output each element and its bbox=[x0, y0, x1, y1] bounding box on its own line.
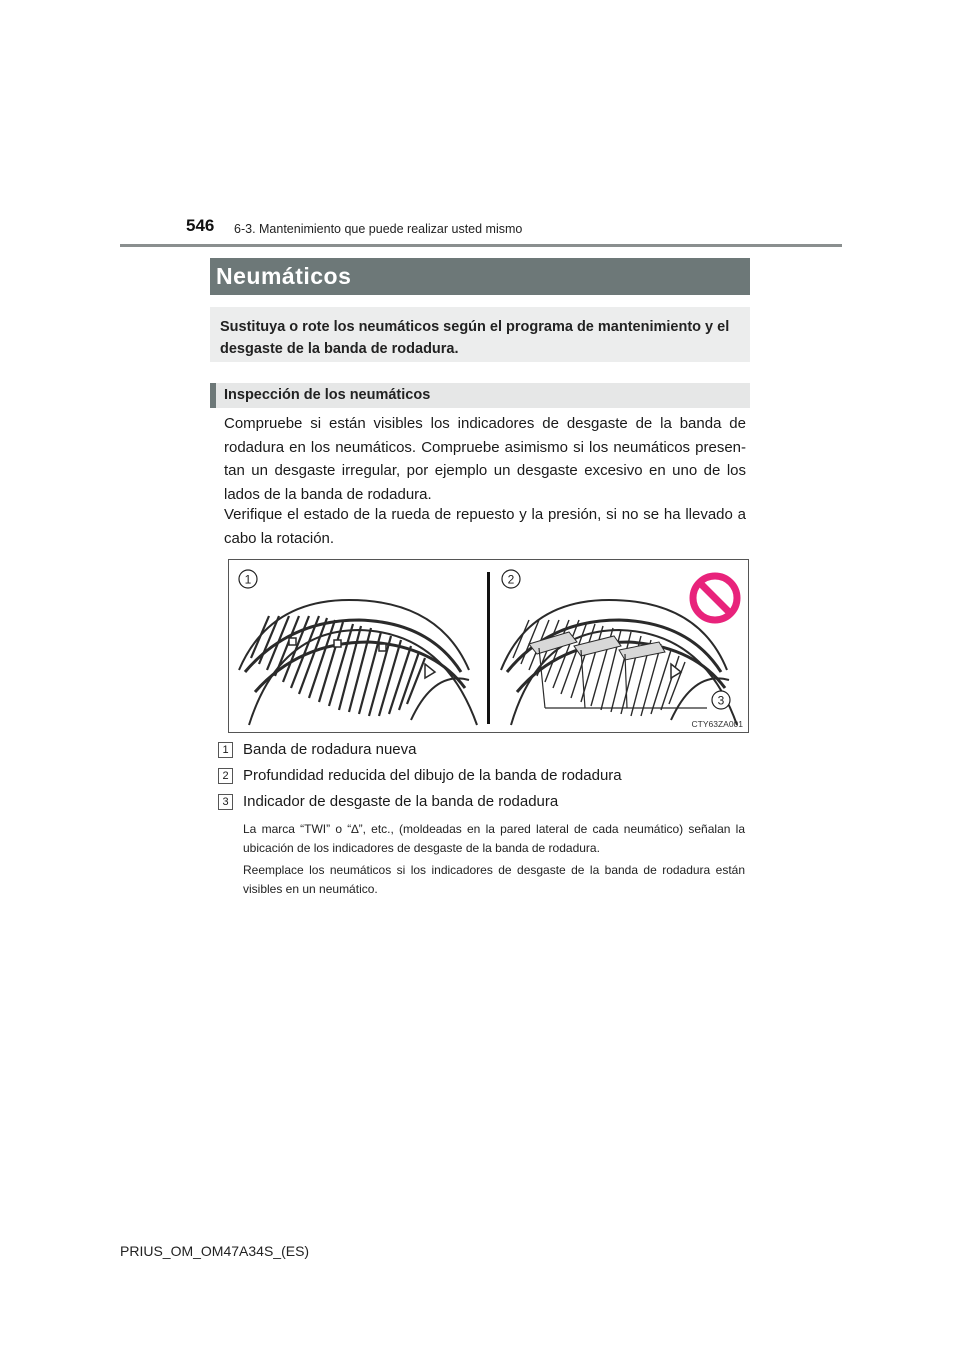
section-heading: Inspección de los neumáticos bbox=[210, 383, 750, 408]
legend-item-2 bbox=[218, 767, 622, 784]
tire-illustration bbox=[228, 559, 749, 733]
legend-text: Indicador de desgaste de la banda de rodadura bbox=[243, 793, 559, 810]
legend-text: Banda de rodadura nueva bbox=[243, 741, 417, 758]
svg-text:3: 3 bbox=[717, 693, 725, 708]
callout-3 bbox=[712, 691, 730, 709]
svg-text:2: 2 bbox=[507, 572, 515, 587]
panel-divider bbox=[487, 572, 490, 724]
legend-badge: 1 bbox=[218, 742, 233, 758]
legend-text: Profundidad reducida del dibujo de la banda de rodadura bbox=[243, 767, 622, 784]
header-divider bbox=[120, 244, 842, 247]
legend-item-3 bbox=[218, 793, 558, 810]
figure-code: CTY63ZA001 bbox=[691, 719, 743, 729]
tire-tread-new-icon bbox=[239, 600, 477, 725]
callout-1 bbox=[239, 570, 257, 588]
legend-badge: 2 bbox=[218, 768, 233, 784]
prohibited-icon bbox=[693, 576, 737, 620]
page-title: Neumáticos bbox=[210, 258, 750, 295]
footer-doc-code: PRIUS_OM_OM47A34S_(ES) bbox=[120, 1243, 310, 1259]
note-replace-tires: Reemplace los neumáticos si los indicadores de desgaste de la banda de rodadura están visibles en un neumático. bbox=[243, 863, 745, 896]
page-number: 546 bbox=[186, 216, 215, 235]
callout-2 bbox=[502, 570, 520, 588]
section-reference: 6-3. Mantenimiento que puede realizar usted mismo bbox=[234, 222, 523, 236]
paragraph-spare-wheel: Verifique el estado de la rueda de repuesto y la presión, si no se ha llevado a cabo la rotación. bbox=[224, 506, 746, 547]
paragraph-inspection: Compruebe si están visibles los indicadores de desgaste de la banda de rodadura en los neumáticos. Compruebe asimismo si los neumáticos presen-tan un desgaste irregular, por ejemplo un desgaste excesivo en uno de los lados de la banda de rodadura. bbox=[224, 415, 746, 503]
legend-item-1 bbox=[218, 741, 416, 758]
intro-box: Sustituya o rote los neumáticos según el programa de mantenimiento y el desgaste de la banda de rodadura. bbox=[210, 307, 750, 362]
legend-badge: 3 bbox=[218, 794, 233, 810]
svg-text:1: 1 bbox=[244, 572, 252, 587]
note-twi-mark: La marca “TWI” o “∆”, etc., (moldeadas en la pared lateral de cada neumático) señalan la ubicación de los indicadores de desgaste de la banda de rodadura. bbox=[243, 822, 745, 855]
